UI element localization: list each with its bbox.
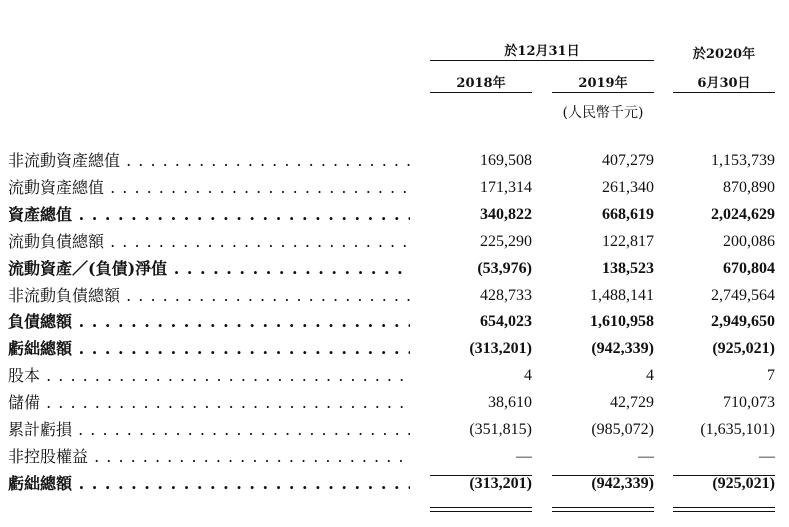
value-2018: 225,290 bbox=[480, 233, 532, 250]
value-2018: 38,610 bbox=[488, 394, 532, 411]
value-2018: 428,733 bbox=[480, 287, 532, 304]
total-double-rule-2018 bbox=[430, 507, 532, 512]
value-2019: 42,729 bbox=[610, 394, 654, 411]
row-label: 流動資產總值 . . . bbox=[8, 177, 410, 199]
subtotal-rule-2020 bbox=[673, 475, 775, 476]
header-2019: 2019年 bbox=[578, 76, 628, 91]
value-2020-jun: 7 bbox=[767, 367, 775, 384]
value-2019: 138,523 bbox=[602, 260, 654, 277]
subtotal-rule-2019 bbox=[552, 475, 654, 476]
row-label: 非流動負債總額 . . . bbox=[8, 285, 410, 307]
header-2018: 2018年 bbox=[456, 76, 506, 91]
value-2020-jun: 2,949,650 bbox=[711, 313, 775, 330]
table-row bbox=[0, 258, 789, 284]
value-2020-jun: 2,024,629 bbox=[711, 206, 775, 223]
unit-label: (人民幣千元) bbox=[562, 105, 644, 121]
value-2019: 261,340 bbox=[602, 179, 654, 196]
table-row bbox=[0, 204, 789, 230]
value-2020-jun: (1,635,101) bbox=[700, 421, 775, 438]
table-row bbox=[0, 446, 789, 472]
header-rule-2018 bbox=[430, 92, 532, 93]
value-2020-jun: 710,073 bbox=[723, 394, 775, 411]
header-group-rule bbox=[430, 60, 654, 61]
value-2019: 4 bbox=[646, 367, 654, 384]
table-row bbox=[0, 338, 789, 364]
value-2020-jun: 670,804 bbox=[723, 260, 775, 277]
value-2018: 169,508 bbox=[480, 152, 532, 169]
header-rule-2020 bbox=[673, 92, 775, 93]
header-2020-line2: 6月30日 bbox=[697, 76, 751, 91]
value-2018: 654,023 bbox=[480, 313, 532, 330]
value-2019: (985,072) bbox=[591, 421, 654, 438]
header-rule-2019 bbox=[552, 92, 654, 93]
table-row bbox=[0, 365, 789, 391]
value-2020-jun: 870,890 bbox=[723, 179, 775, 196]
row-label: 累計虧損 . . . bbox=[8, 419, 410, 441]
value-2020-jun: (925,021) bbox=[712, 340, 775, 357]
value-2020-jun: 200,086 bbox=[723, 233, 775, 250]
row-label: 非控股權益 . . . bbox=[8, 446, 410, 468]
value-2019: 407,279 bbox=[602, 152, 654, 169]
table-row bbox=[0, 150, 789, 176]
row-label: 非流動資產總值 . . . bbox=[8, 150, 410, 172]
value-2019: — bbox=[638, 448, 654, 465]
row-label: 資產總值 . . . bbox=[8, 204, 410, 226]
row-label: 虧絀總額 . . . bbox=[8, 338, 410, 360]
value-2019: 668,619 bbox=[602, 206, 654, 223]
table-row bbox=[0, 311, 789, 337]
row-label: 流動負債總額 . . . bbox=[8, 231, 410, 253]
value-2020-jun: 2,749,564 bbox=[711, 287, 775, 304]
row-label: 負債總額 . . . bbox=[8, 311, 410, 333]
table-row bbox=[0, 419, 789, 445]
subtotal-rule-2018 bbox=[430, 475, 532, 476]
table-row bbox=[0, 231, 789, 257]
value-2020-jun: — bbox=[759, 448, 775, 465]
value-2020-jun: 1,153,739 bbox=[711, 152, 775, 169]
value-2019: 1,610,958 bbox=[590, 313, 654, 330]
value-2019: 1,488,141 bbox=[590, 287, 654, 304]
value-2018: 171,314 bbox=[480, 179, 532, 196]
value-2019: (942,339) bbox=[591, 340, 654, 357]
table-row bbox=[0, 285, 789, 311]
total-double-rule-2019 bbox=[552, 507, 654, 512]
row-label: 儲備 . . . bbox=[8, 392, 410, 414]
row-label: 虧絀總額 . . . bbox=[8, 473, 410, 495]
value-2019: 122,817 bbox=[602, 233, 654, 250]
value-2018: (313,201) bbox=[469, 475, 532, 492]
value-2018: (53,976) bbox=[477, 260, 532, 277]
value-2018: (351,815) bbox=[469, 421, 532, 438]
header-group-label: 於12月31日 bbox=[504, 44, 580, 59]
table-row bbox=[0, 177, 789, 203]
value-2018: (313,201) bbox=[469, 340, 532, 357]
table-row bbox=[0, 392, 789, 418]
row-label: 股本 . . . bbox=[8, 365, 410, 387]
table-row bbox=[0, 473, 789, 499]
value-2018: 340,822 bbox=[480, 206, 532, 223]
value-2020-jun: (925,021) bbox=[712, 475, 775, 492]
total-double-rule-2020 bbox=[673, 507, 775, 512]
header-2020-line1: 於2020年 bbox=[692, 47, 756, 62]
value-2019: (942,339) bbox=[591, 475, 654, 492]
row-label: 流動資產／(負債)淨值 . . . bbox=[8, 258, 410, 280]
value-2018: — bbox=[516, 448, 532, 465]
value-2018: 4 bbox=[524, 367, 532, 384]
